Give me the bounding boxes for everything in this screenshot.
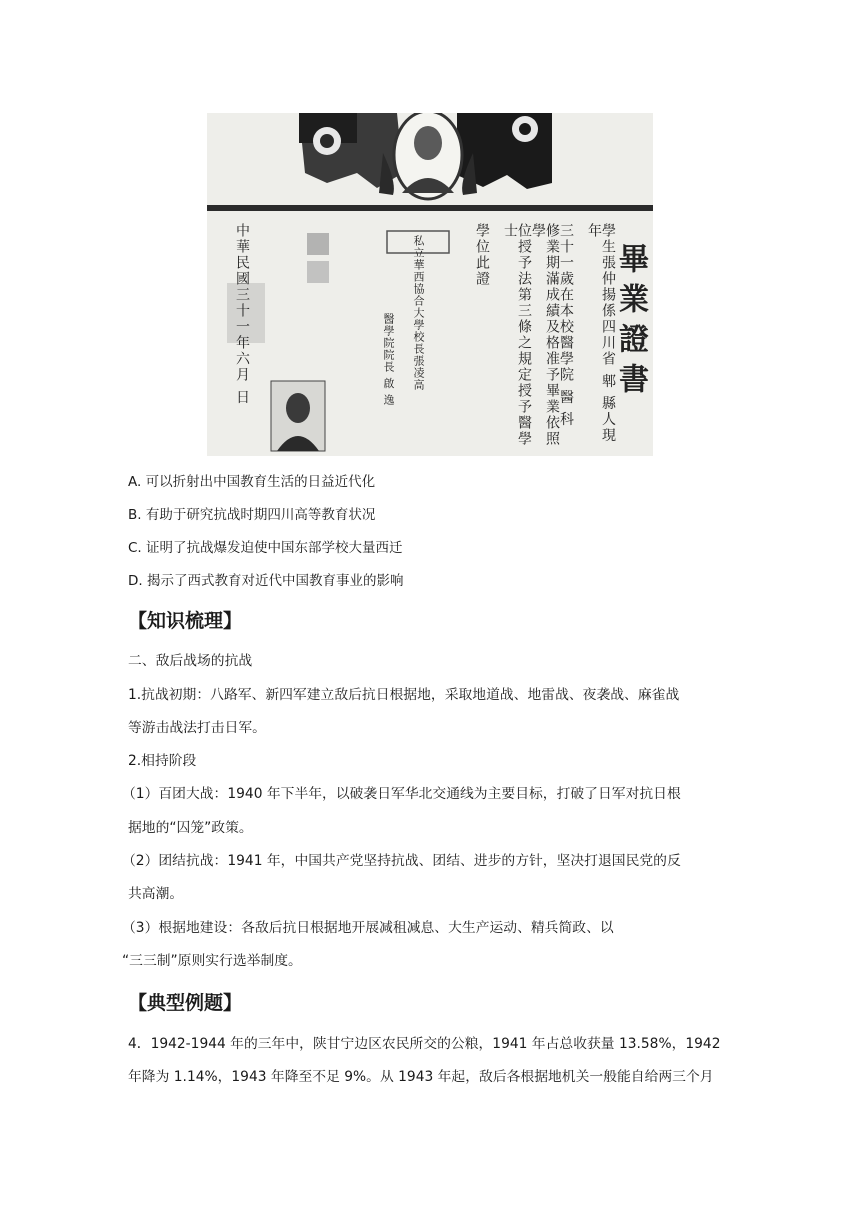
paragraph-line: （2）团结抗战：1941 年，中国共产党坚持抗战、团结、进步的方针，坚决打退国民党的反 xyxy=(122,853,681,869)
certificate-date: 中華民國三十一年六月 日 xyxy=(234,223,250,406)
option-b-text: 有助于研究抗战时期四川高等教育状况 xyxy=(145,507,376,523)
paragraph-line: 二、敌后战场的抗战 xyxy=(128,653,253,669)
certificate-dean: 醫學院院長 啟 逸 xyxy=(382,313,395,406)
certificate-line-3: 修業期滿成績及格准予畢業依照學 xyxy=(530,223,560,447)
option-b-letter: B. xyxy=(128,507,142,523)
certificate-line-4: 位授予法第三條之規定授予醫學士 xyxy=(502,223,532,447)
option-d-text: 揭示了西式教育对近代中国教育事业的影响 xyxy=(146,573,404,589)
option-d xyxy=(128,571,403,591)
option-a-text: 可以折射出中国教育生活的日益近代化 xyxy=(145,474,376,490)
option-d-letter: D. xyxy=(128,573,143,589)
option-c-text: 证明了抗战爆发迫使中国东部学校大量西迁 xyxy=(146,540,403,556)
certificate-school: 私立華西協合大學校長張凌高 xyxy=(412,235,425,391)
paragraph-line: 4．1942-1944 年的三年中，陕甘宁边区农民所交的公粮，1941 年占总收获量 13.58%，1942 xyxy=(128,1036,721,1052)
paragraph-line: “三三制”原则实行选举制度。 xyxy=(122,953,302,969)
certificate-line-5: 學位此證 xyxy=(474,223,490,287)
section-heading-knowledge: 【知识梳理】 xyxy=(128,610,243,632)
paragraph-line: 等游击战法打击日军。 xyxy=(128,720,266,736)
certificate-line-2: 三十一歲在本校醫學院 醫 科 xyxy=(558,223,574,428)
paragraph-line: 1.抗战初期：八路军、新四军建立敌后抗日根据地，采取地道战、地雷战、夜袭战、麻雀战 xyxy=(128,687,680,703)
option-a-letter: A. xyxy=(128,474,142,490)
paragraph-line: 共高潮。 xyxy=(128,886,184,902)
option-b xyxy=(128,505,375,525)
graduation-certificate-image xyxy=(207,113,653,456)
option-c xyxy=(128,538,403,558)
paragraph-line: 年降为 1.14%，1943 年降至不足 9%。从 1943 年起，敌后各根据地机关一般能自给两三个月 xyxy=(128,1069,714,1085)
paragraph-line: 据地的“囚笼”政策。 xyxy=(128,820,253,836)
option-c-letter: C. xyxy=(128,540,142,556)
certificate-divider xyxy=(207,205,653,211)
paragraph-line: 2.相持阶段 xyxy=(128,753,197,769)
option-a xyxy=(128,472,375,492)
certificate-title: 畢業證書 xyxy=(613,243,648,403)
paragraph-line: （3）根据地建设：各敌后抗日根据地开展减租减息、大生产运动、精兵简政、以 xyxy=(122,920,614,936)
certificate-line-1: 學生張仲揚係四川省 郫 縣人現年 xyxy=(586,223,616,444)
section-heading-examples: 【典型例题】 xyxy=(128,992,243,1014)
paragraph-line: （1）百团大战：1940 年下半年，以破袭日军华北交通线为主要目标，打破了日军对抗日根 xyxy=(122,786,681,802)
